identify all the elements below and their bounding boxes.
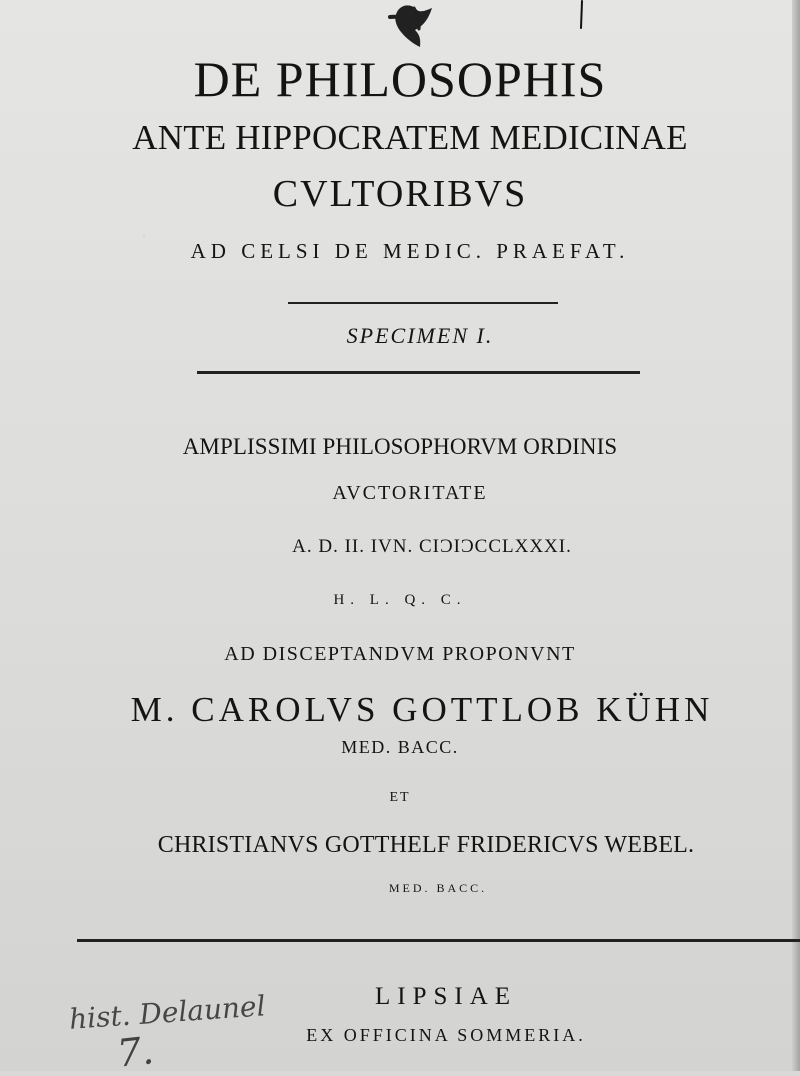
body-line-1: AMPLISSIMI PHILOSOPHORVM ORDINIS [182, 434, 618, 459]
imprint-publisher: EX OFFICINA SOMMERIA. [306, 1025, 586, 1045]
title-line-3: CVLTORIBVS [272, 173, 528, 215]
degree-line-1: MED. BACC. [341, 737, 459, 757]
specimen-label: SPECIMEN I. [346, 323, 494, 348]
title-line-1: DE PHILOSOPHIS [193, 51, 607, 107]
author-name-2: CHRISTIANVS GOTTHELF FRIDERICVS WEBEL. [157, 832, 695, 858]
middle-divider [197, 371, 640, 374]
ink-stamp-mark [383, 0, 441, 52]
title-line-4: AD CELSI DE MEDIC. PRAEFAT. [190, 239, 630, 263]
proposal-line: AD DISCEPTANDVM PROPONVNT [224, 643, 576, 665]
date-line: A. D. II. IVN. CIƆIƆCCLXXXI. [292, 536, 572, 557]
handwritten-note: hist. Delaunel [68, 989, 267, 1036]
author-name-1: M. CAROLVS GOTTLOB KÜHN [130, 690, 714, 729]
abbreviation-line: H. L. Q. C. [333, 592, 467, 608]
top-divider [288, 302, 558, 304]
stray-ink-mark [576, 0, 588, 30]
imprint-place: LIPSIAE [374, 983, 518, 1010]
degree-line-2: MED. BACC. [388, 881, 488, 895]
bottom-divider [77, 939, 800, 942]
body-line-2: AVCTORITATE [332, 482, 488, 504]
conjunction-line: ET [389, 790, 411, 805]
title-line-2: ANTE HIPPOCRATEM MEDICINAE [132, 118, 688, 157]
handwritten-number: 7. [115, 1028, 156, 1076]
